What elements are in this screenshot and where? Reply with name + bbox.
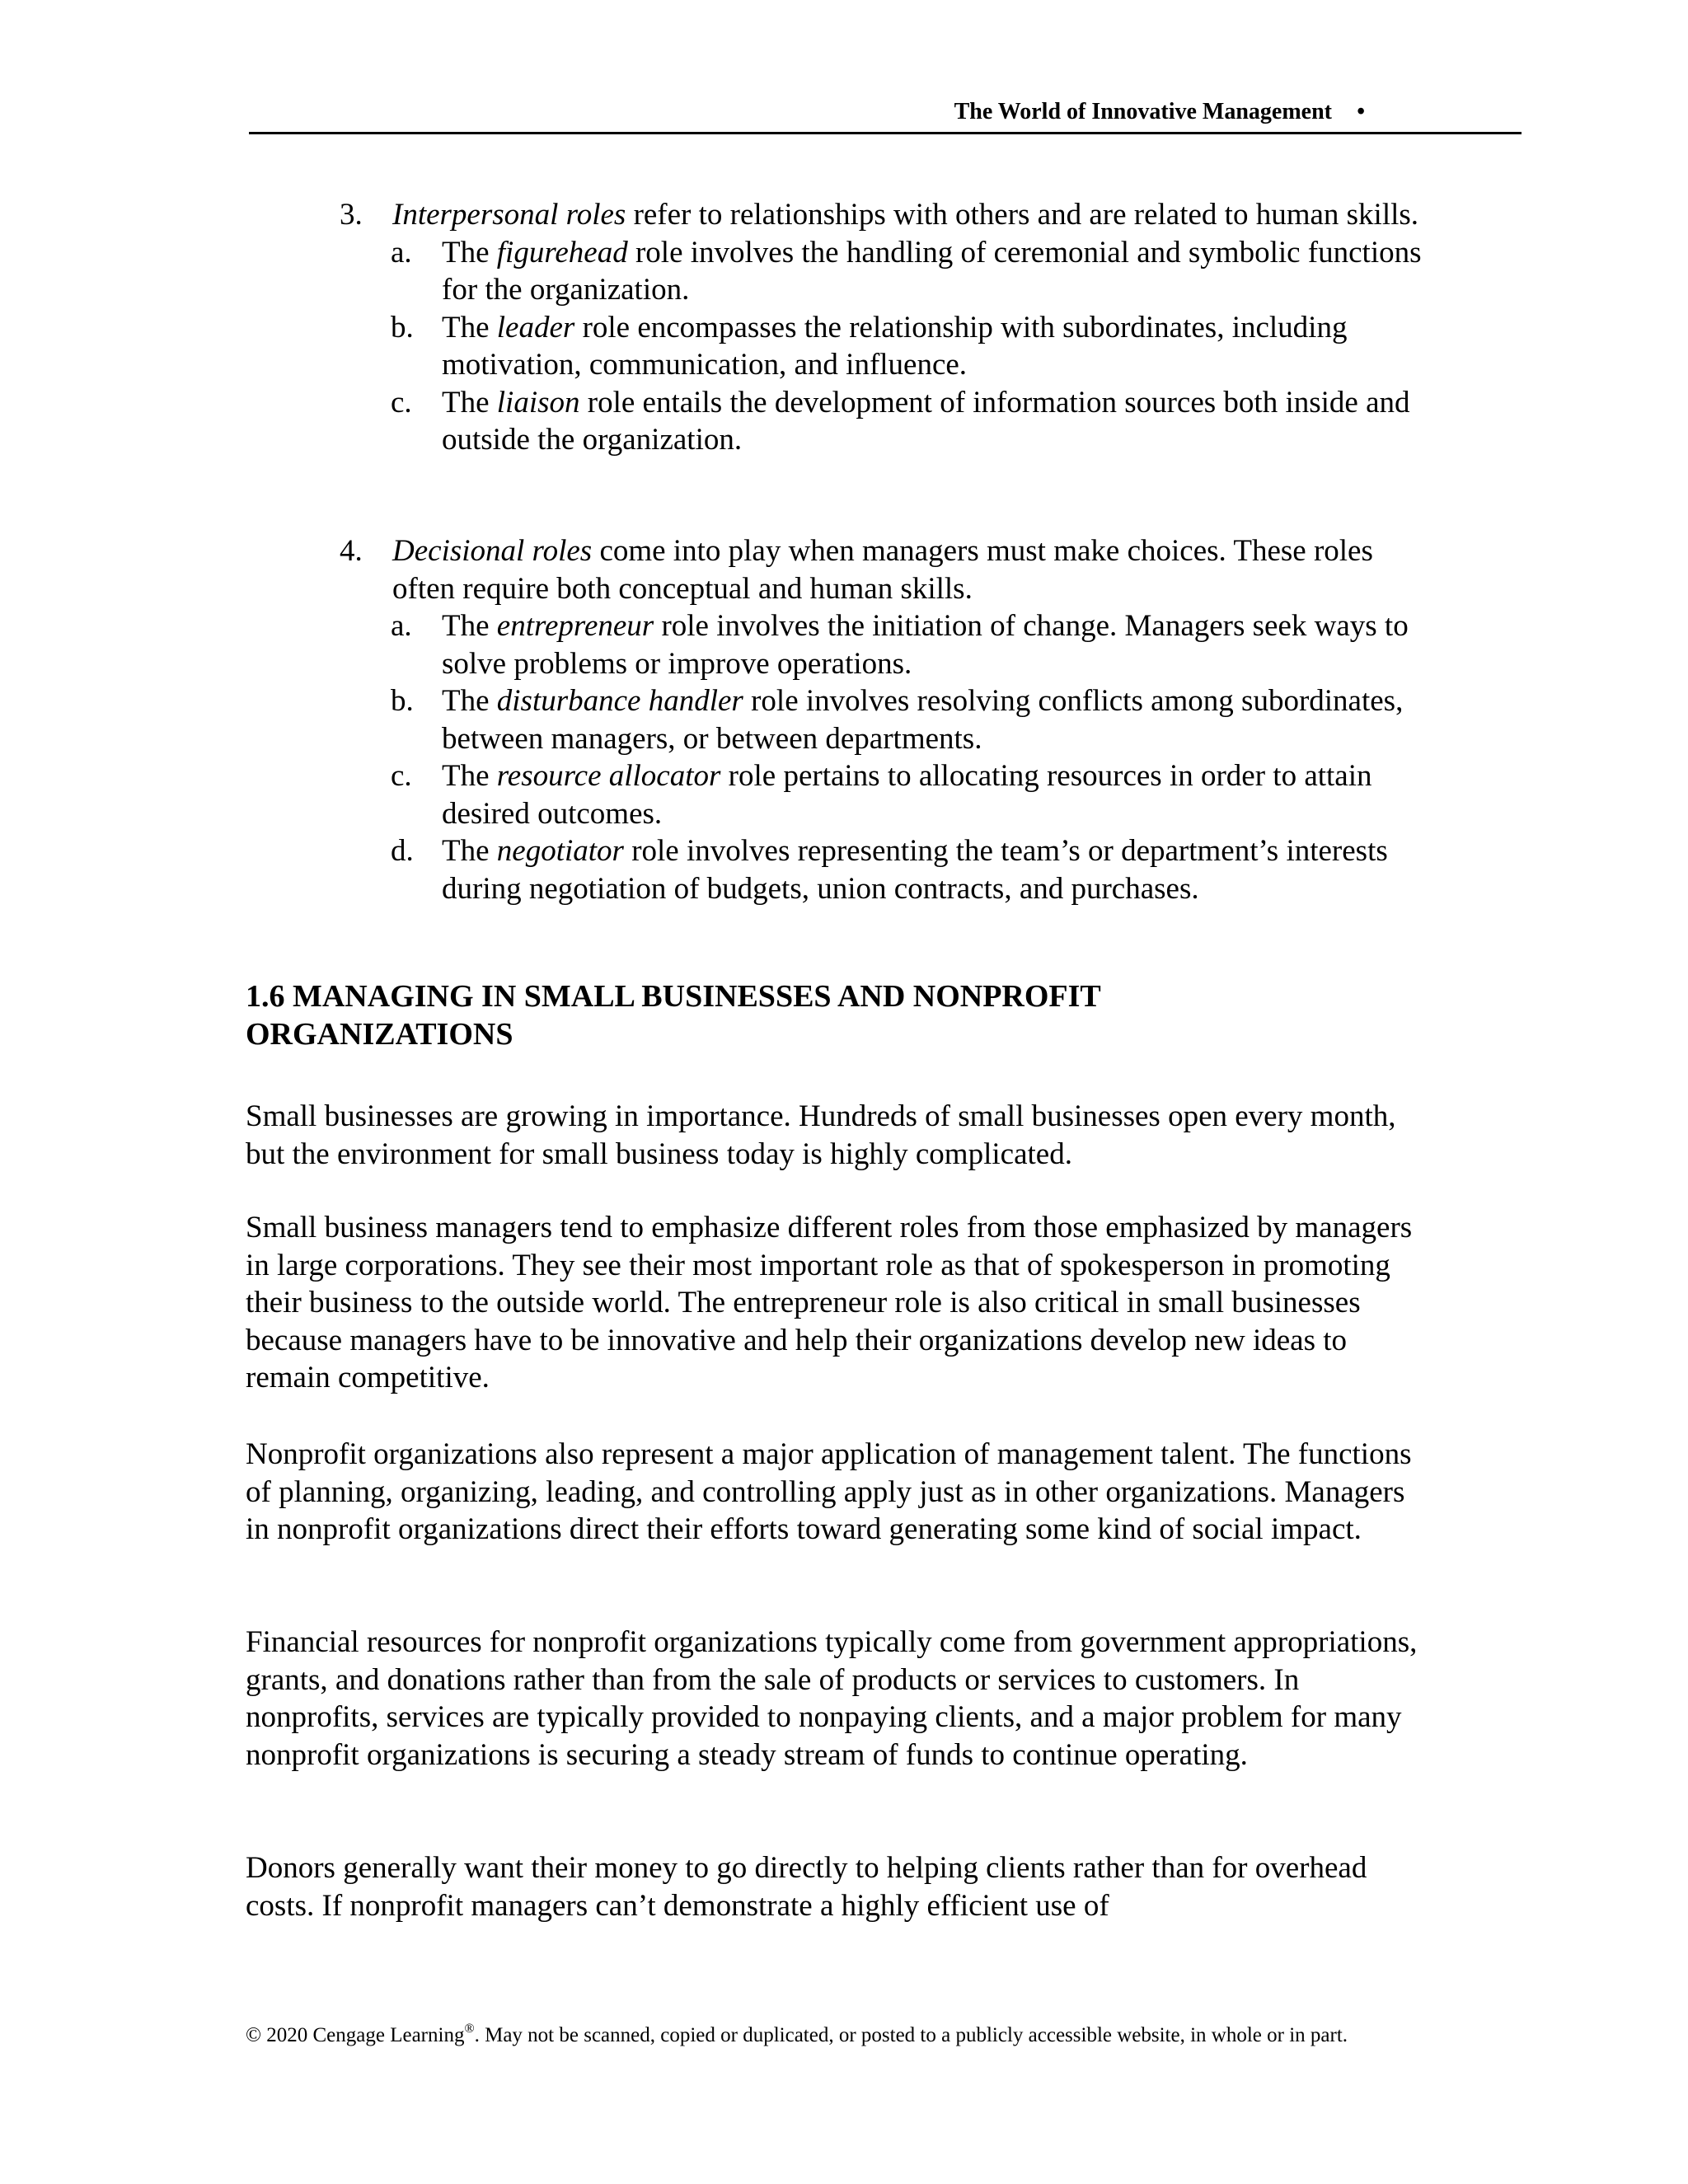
sub-list-text: role involves resolving conflicts among subordinates, between managers, or between departments.: [442, 684, 1404, 756]
running-header: [249, 97, 1522, 127]
running-header-title: The World of Innovative Management: [954, 99, 1332, 124]
sub-list-text-pre: The: [442, 759, 497, 793]
sub-list-item: [340, 682, 1436, 757]
sub-list-term: liaison: [496, 385, 580, 419]
sub-list-letter: d.: [391, 834, 414, 868]
copyright-footer: [246, 2022, 1482, 2049]
sub-list-text-pre: The: [442, 684, 497, 718]
sub-list-term: figurehead: [496, 235, 628, 269]
sub-list-letter: a.: [391, 235, 412, 269]
sub-list-item: [340, 384, 1436, 459]
sub-list-text-pre: The: [442, 609, 497, 643]
sub-list-item: [340, 309, 1436, 384]
sub-list-term: resource allocator: [496, 759, 721, 793]
body-paragraph: Small businesses are growing in importance. Hundreds of small businesses open every month, but the environment for small business today is highly complicated.: [246, 1099, 1396, 1171]
sub-list: [340, 607, 1436, 907]
sub-list: [340, 234, 1436, 459]
sub-list-item: [340, 234, 1436, 309]
sub-list-text-pre: The: [442, 385, 497, 419]
section-heading: 1.6 MANAGING IN SMALL BUSINESSES AND NONPROFIT ORGANIZATIONS: [246, 979, 1101, 1052]
sub-list-letter: b.: [391, 310, 414, 344]
list-item-3: [340, 196, 1436, 459]
sub-list-text-pre: The: [442, 310, 497, 344]
footer-text: . May not be scanned, copied or duplicated, or posted to a publicly accessible website, in whole or in part.: [474, 2024, 1348, 2046]
body-paragraph: Small business managers tend to emphasize different roles from those emphasized by managers in large corporations. They see their most important role as that of spokesperson in promoting their business to the outside world. The entrepreneur role is also critical in small businesses because managers have to be innovative and help their organizations develop new ideas to remain competitive.: [246, 1211, 1413, 1394]
sub-list-term: disturbance handler: [496, 684, 743, 718]
list-text: refer to relationships with others and are related to human skills.: [626, 198, 1419, 232]
list-term: Interpersonal roles: [392, 198, 626, 232]
registered-mark: ®: [464, 2022, 475, 2036]
sub-list-letter: b.: [391, 684, 414, 718]
sub-list-letter: c.: [391, 385, 412, 419]
sub-list-text: role involves the initiation of change. Managers seek ways to solve problems or improve operations.: [442, 609, 1409, 681]
list-term: Decisional roles: [392, 534, 593, 568]
sub-list-letter: a.: [391, 609, 412, 643]
sub-list-text: role pertains to allocating resources in order to attain desired outcomes.: [442, 759, 1372, 831]
sub-list-text-pre: The: [442, 235, 497, 269]
sub-list-text: role encompasses the relationship with subordinates, including motivation, communication, and influence.: [442, 310, 1348, 382]
list-number: 3.: [340, 198, 363, 232]
sub-list-item: [340, 757, 1436, 832]
sub-list-letter: c.: [391, 759, 412, 793]
list-number: 4.: [340, 534, 363, 568]
sub-list-text-pre: The: [442, 834, 497, 868]
running-header-bullet: •: [1357, 99, 1365, 124]
body-paragraph: Donors generally want their money to go directly to helping clients rather than for overhead costs. If nonprofit managers can’t demonstrate a highly efficient use of: [246, 1851, 1367, 1923]
sub-list-term: leader: [496, 310, 575, 344]
footer-text-pre: © 2020 Cengage Learning: [246, 2024, 465, 2046]
header-rule: [249, 132, 1522, 134]
sub-list-text: role involves the handling of ceremonial and symbolic functions for the organization.: [442, 235, 1422, 307]
sub-list-item: [340, 607, 1436, 682]
list-text: come into play when managers must make choices. These roles often require both conceptual and human skills.: [392, 534, 1373, 606]
body-paragraph: Nonprofit organizations also represent a major application of management talent. The functions of planning, organizing, leading, and controlling apply just as in other organizations. Managers in nonprofit organizations direct their efforts toward generating some kind of social impact.: [246, 1437, 1412, 1546]
list-item-4: [340, 532, 1436, 907]
sub-list-text: role involves representing the team’s or department’s interests during negotiation of budgets, union contracts, and purchases.: [442, 834, 1388, 906]
sub-list-term: entrepreneur: [496, 609, 654, 643]
sub-list-item: [340, 832, 1436, 907]
body-paragraph: Financial resources for nonprofit organizations typically come from government appropriations, grants, and donations rather than from the sale of products or services to customers. In nonprofits, services are typically provided to nonpaying clients, and a major problem for many nonprofit organizations is securing a steady stream of funds to continue operating.: [246, 1625, 1418, 1772]
sub-list-text: role entails the development of information sources both inside and outside the organization.: [442, 385, 1410, 457]
sub-list-term: negotiator: [496, 834, 624, 868]
